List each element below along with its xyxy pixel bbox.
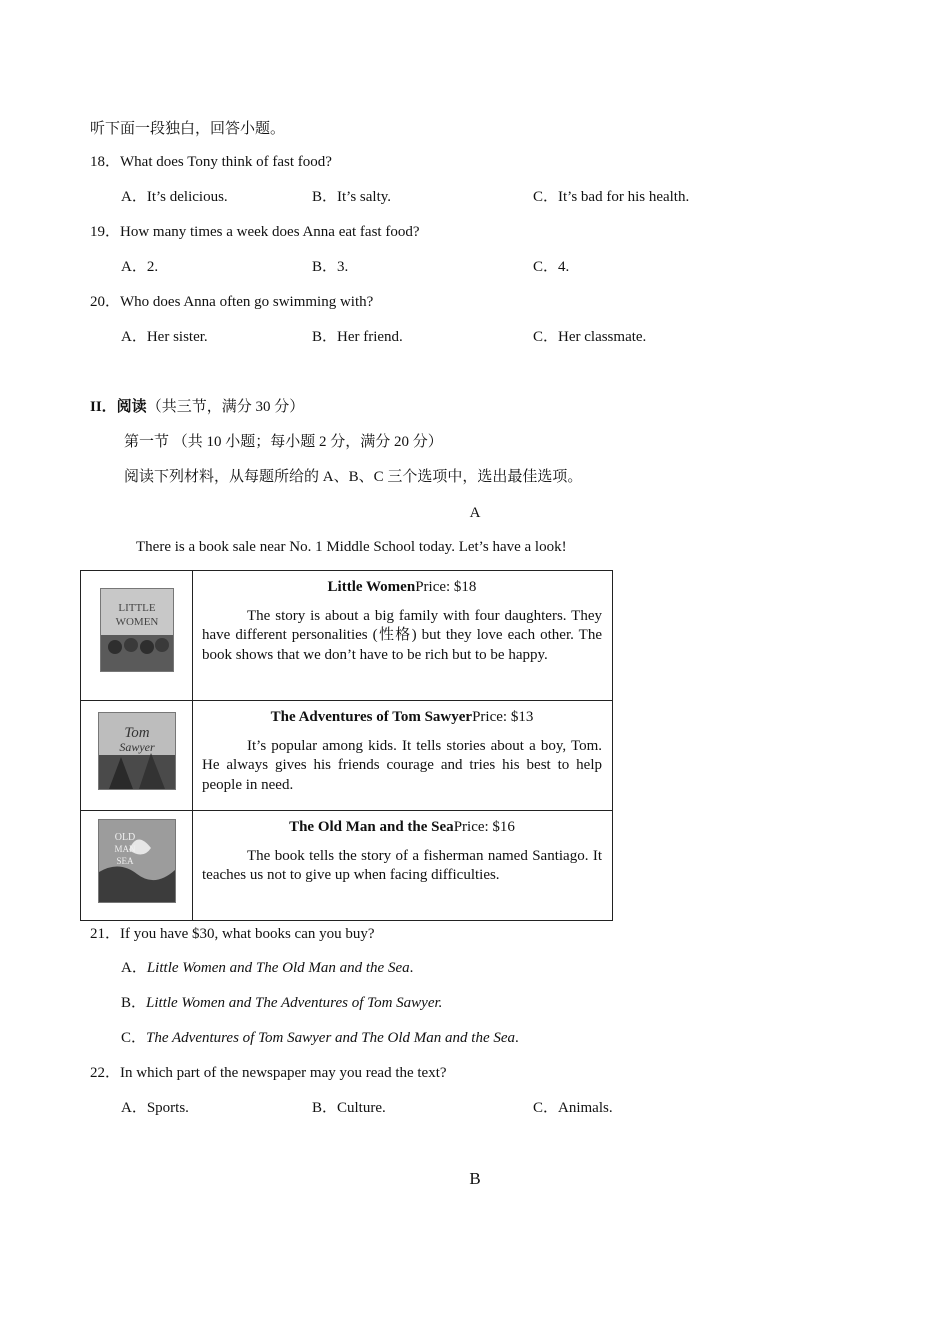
question-21-option-c: C．The Adventures of Tom Sawyer and The Old Man and the Sea. <box>121 1030 519 1046</box>
book-title-line <box>202 578 602 598</box>
book-description: The story is about a big family with four daughters. They have different personalities (性格) but they love each other. The book shows that we don’t have to be rich but to be happy. <box>202 607 602 663</box>
option-text: Little Women and The Adventures of Tom Sawyer. <box>146 995 443 1011</box>
reading-part-title: 第一节 （共 10 小题；每小题 2 分，满分 20 分） <box>124 434 443 450</box>
tom-sawyer-cover-image <box>98 712 176 790</box>
question-22-option-c: C．Animals. <box>533 1100 613 1116</box>
question-22-option-b: B．Culture. <box>312 1100 386 1116</box>
question-18-stem: 18．What does Tony think of fast food? <box>90 154 332 170</box>
reading-section-note: （共三节，满分 30 分） <box>146 399 305 415</box>
book-title: The Adventures of Tom Sawyer <box>270 709 473 725</box>
option-prefix: A． <box>121 960 147 976</box>
svg-text:SEA: SEA <box>115 856 134 866</box>
passage-a-label: A <box>469 505 481 521</box>
listening-intro: 听下面一段独白，回答小题。 <box>90 121 286 137</box>
book-description: The book tells the story of a fisherman named Santiago. It teaches us not to give up when facing difficulties. <box>202 847 602 883</box>
question-18-option-a: A．It’s delicious. <box>121 189 228 205</box>
svg-text:WOMEN: WOMEN <box>115 616 158 628</box>
book-row <box>81 811 613 921</box>
question-19-option-c: C．4. <box>533 259 570 275</box>
option-text: The Adventures of Tom Sawyer and The Old Man and the Sea <box>146 1030 516 1046</box>
svg-text:OLD: OLD <box>114 832 135 843</box>
option-prefix: B． <box>121 995 147 1011</box>
question-18-option-b: B．It’s salty. <box>312 189 392 205</box>
svg-text:Tom: Tom <box>123 725 150 741</box>
question-21-option-a: A．Little Women and The Old Man and the Sea. <box>121 960 414 976</box>
book-info-cell <box>193 811 613 921</box>
book-row <box>81 571 613 701</box>
book-info-cell <box>193 571 613 701</box>
old-man-and-the-sea-cover-image <box>98 819 176 903</box>
book-row <box>81 701 613 811</box>
question-19-option-a: A．2. <box>121 259 159 275</box>
book-title-line <box>202 708 602 728</box>
option-prefix: C． <box>121 1030 147 1046</box>
question-18-option-c: C．It’s bad for his health. <box>533 189 690 205</box>
reading-section-heading <box>90 397 304 417</box>
question-20-option-c: C．Her classmate. <box>533 329 647 345</box>
book-cover-cell <box>81 701 193 811</box>
svg-text:MAN: MAN <box>113 844 136 854</box>
reading-section-label: II．阅读 <box>90 399 147 415</box>
question-21-stem: 21．If you have $30, what books can you buy? <box>90 926 375 942</box>
question-19-stem: 19．How many times a week does Anna eat fast food? <box>90 224 420 240</box>
question-21-option-b <box>121 993 442 1013</box>
book-info-cell <box>193 701 613 811</box>
book-sale-table <box>80 570 613 921</box>
question-22-option-a: A．Sports. <box>121 1100 189 1116</box>
question-20-option-b: B．Her friend. <box>312 329 403 345</box>
passage-a-intro: There is a book sale near No. 1 Middle School today. Let’s have a look! <box>136 539 567 555</box>
book-cover-cell <box>81 571 193 701</box>
svg-text:LITTLE: LITTLE <box>117 602 156 614</box>
question-20-option-a: A．Her sister. <box>121 329 208 345</box>
question-19-option-b: B．3. <box>312 259 349 275</box>
svg-text:Sawyer: Sawyer <box>118 740 155 754</box>
reading-instruction: 阅读下列材料，从每题所给的 A、B、C 三个选项中，选出最佳选项。 <box>124 469 583 485</box>
book-title: Little Women <box>327 579 416 595</box>
book-price: Price: $16 <box>453 819 515 835</box>
book-title: The Old Man and the Sea <box>289 819 454 835</box>
book-cover-cell <box>81 811 193 921</box>
book-price: Price: $13 <box>472 709 534 725</box>
passage-b-label: B <box>469 1169 481 1188</box>
question-22-stem: 22．In which part of the newspaper may you read the text? <box>90 1065 447 1081</box>
question-20-stem: 20．Who does Anna often go swimming with? <box>90 294 374 310</box>
book-price: Price: $18 <box>415 579 477 595</box>
book-title-line <box>202 818 602 838</box>
little-women-cover-image <box>100 588 174 672</box>
book-description: It’s popular among kids. It tells stories about a boy, Tom. He always gives his friends courage and tries his best to help people in need. <box>202 737 602 793</box>
option-text: Little Women and The Old Man and the Sea <box>146 960 410 976</box>
